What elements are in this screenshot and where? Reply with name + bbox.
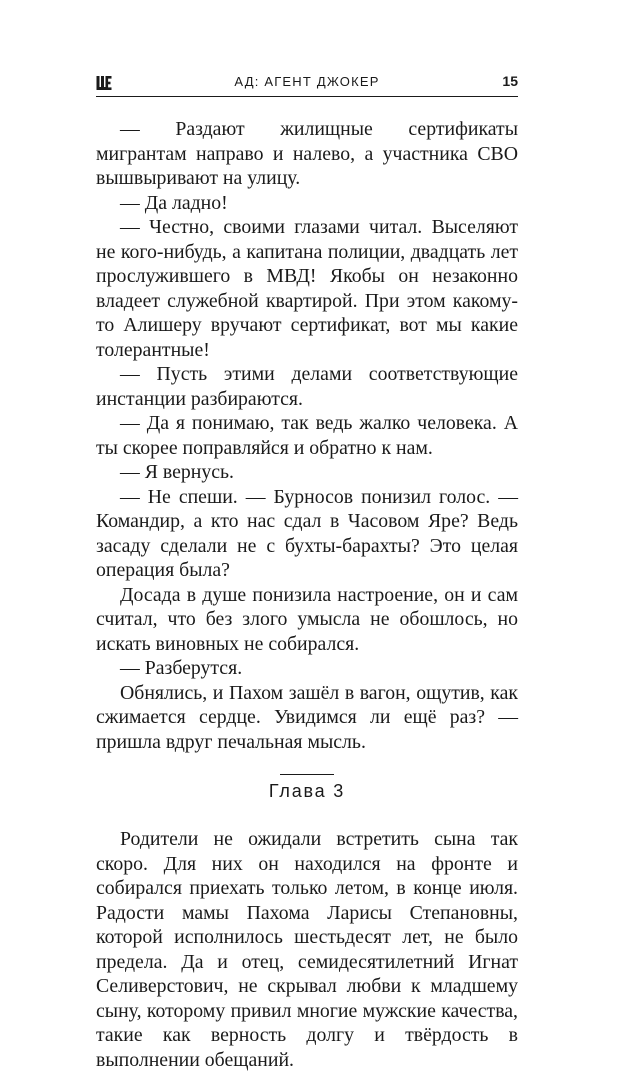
chapter-title: Глава 3 <box>268 781 346 801</box>
running-title: АД: АГЕНТ ДЖОКЕР <box>234 74 380 89</box>
paragraph: — Не спеши. — Бурносов понизил голос. — Командир, а кто нас сдал в Часовом Яре? Ведь засаду сделали не с бухты-барахты? Это целая операция была? <box>96 485 518 581</box>
paragraph: Досада в душе понизила настроение, он и сам считал, что без злого умысла не обошлось, но искать виновных не собирался. <box>96 583 518 655</box>
paragraph: — Пусть этими делами соответствующие инстанции разбираются. <box>96 363 518 410</box>
paragraph: — Я вернусь. <box>120 461 234 483</box>
paragraph: Обнялись, и Пахом зашёл в вагон, ощутив, как сжимается сердце. Увидимся ли ещё раз? — пришла вдруг печальная мысль. <box>96 681 518 753</box>
paragraph: — Честно, своими глазами читал. Выселяют не кого-нибудь, а капитана полиции, двадцать лет прослужившего в МВД! Якобы он незаконно владеет служебной квартирой. При этом какому-то Алишеру вручают сертификат, вот мы какие толерантные! <box>96 216 518 361</box>
page-number: 15 <box>502 73 518 89</box>
paragraph: — Да ладно! <box>120 191 228 214</box>
chapter-heading <box>96 774 518 802</box>
book-page <box>96 70 518 1072</box>
body-text <box>96 117 518 1072</box>
paragraph: — Разберутся. <box>120 657 243 679</box>
running-header <box>96 70 518 97</box>
paragraph: Родители не ожидали встретить сына так скоро. Для них он находился на фронте и собирался приехать только летом, в конце июля. Радости мамы Пахома Ларисы Степановны, которой исполнилось шестьдесят лет, не было предела. Да и отец, семидесятилетний Игнат Селиверстович, не скрывал любви к младшему сыну, которому привил многие мужские качества, такие как верность долгу и твёрдость в выполнении обещаний. <box>96 828 518 1071</box>
paragraph: — Раздают жилищные сертификаты мигрантам направо и налево, а участника СВО вышвыривают на улицу. <box>96 118 518 189</box>
chapter-rule <box>280 774 334 775</box>
paragraph: — Да я понимаю, так ведь жалко человека. А ты скорее поправляйся и обратно к нам. <box>96 412 518 459</box>
